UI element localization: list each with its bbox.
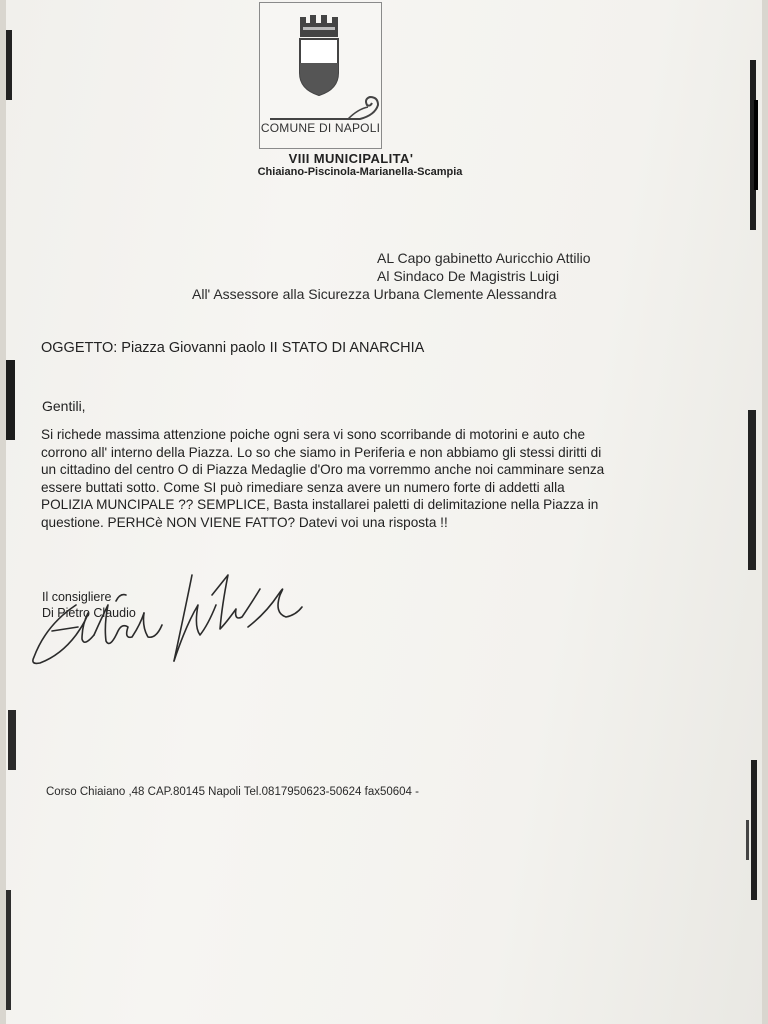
recipient-line: Al Sindaco De Magistris Luigi: [377, 268, 560, 284]
letter-sheet: [6, 0, 762, 1024]
municipal-logo: [259, 2, 382, 149]
handwritten-signature: [16, 565, 316, 675]
greeting: Gentili,: [42, 398, 86, 414]
body-line: POLIZIA MUNCIPALE ?? SEMPLICE, Basta installarei paletti di delimitazione nella Piazza in: [41, 497, 599, 513]
municipality-subtitle: Chiaiano-Piscinola-Marianella-Scampia: [257, 166, 463, 178]
signatory-name: Di Pietro Claudio: [42, 606, 136, 620]
body-line: Si richede massima attenzione poiche ogni sera vi sono scorribande di motorini e auto che: [41, 427, 586, 442]
scan-edge-left: [6, 0, 20, 1024]
recipient-line: All' Assessore alla Sicurezza Urbana Clemente Alessandra: [192, 286, 557, 302]
city-crest-icon: [260, 3, 381, 121]
footer-address: Corso Chiaiano ,48 CAP.80145 Napoli Tel.0817950623-50624 fax50604 -: [46, 786, 419, 798]
body-line: un cittadino del centro O di Piazza Medaglie d'Oro ma vorremmo anche noi camminare senza: [41, 462, 605, 478]
body-line: questione. PERHCè NON VIENE FATTO? Datevi voi una risposta !!: [41, 514, 448, 530]
body-line: essere buttati sotto. Come SI può rimediare senza avere un numero forte di addetti alla: [41, 479, 565, 495]
signatory-role: Il consigliere: [42, 590, 112, 604]
subject-line: OGGETTO: Piazza Giovanni paolo II STATO DI ANARCHIA: [41, 340, 425, 356]
letter-body: [41, 426, 721, 532]
logo-text: COMUNE DI NAPOLI: [260, 121, 381, 135]
recipient-line: AL Capo gabinetto Auricchio Attilio: [377, 250, 591, 266]
body-line: corrono all' interno della Piazza. Lo so che siamo in Periferia e non abbiamo gli stessi diritti di: [41, 444, 602, 460]
municipality-title: VIII MUNICIPALITA': [288, 151, 414, 166]
scan-edge-right: [736, 0, 762, 1024]
